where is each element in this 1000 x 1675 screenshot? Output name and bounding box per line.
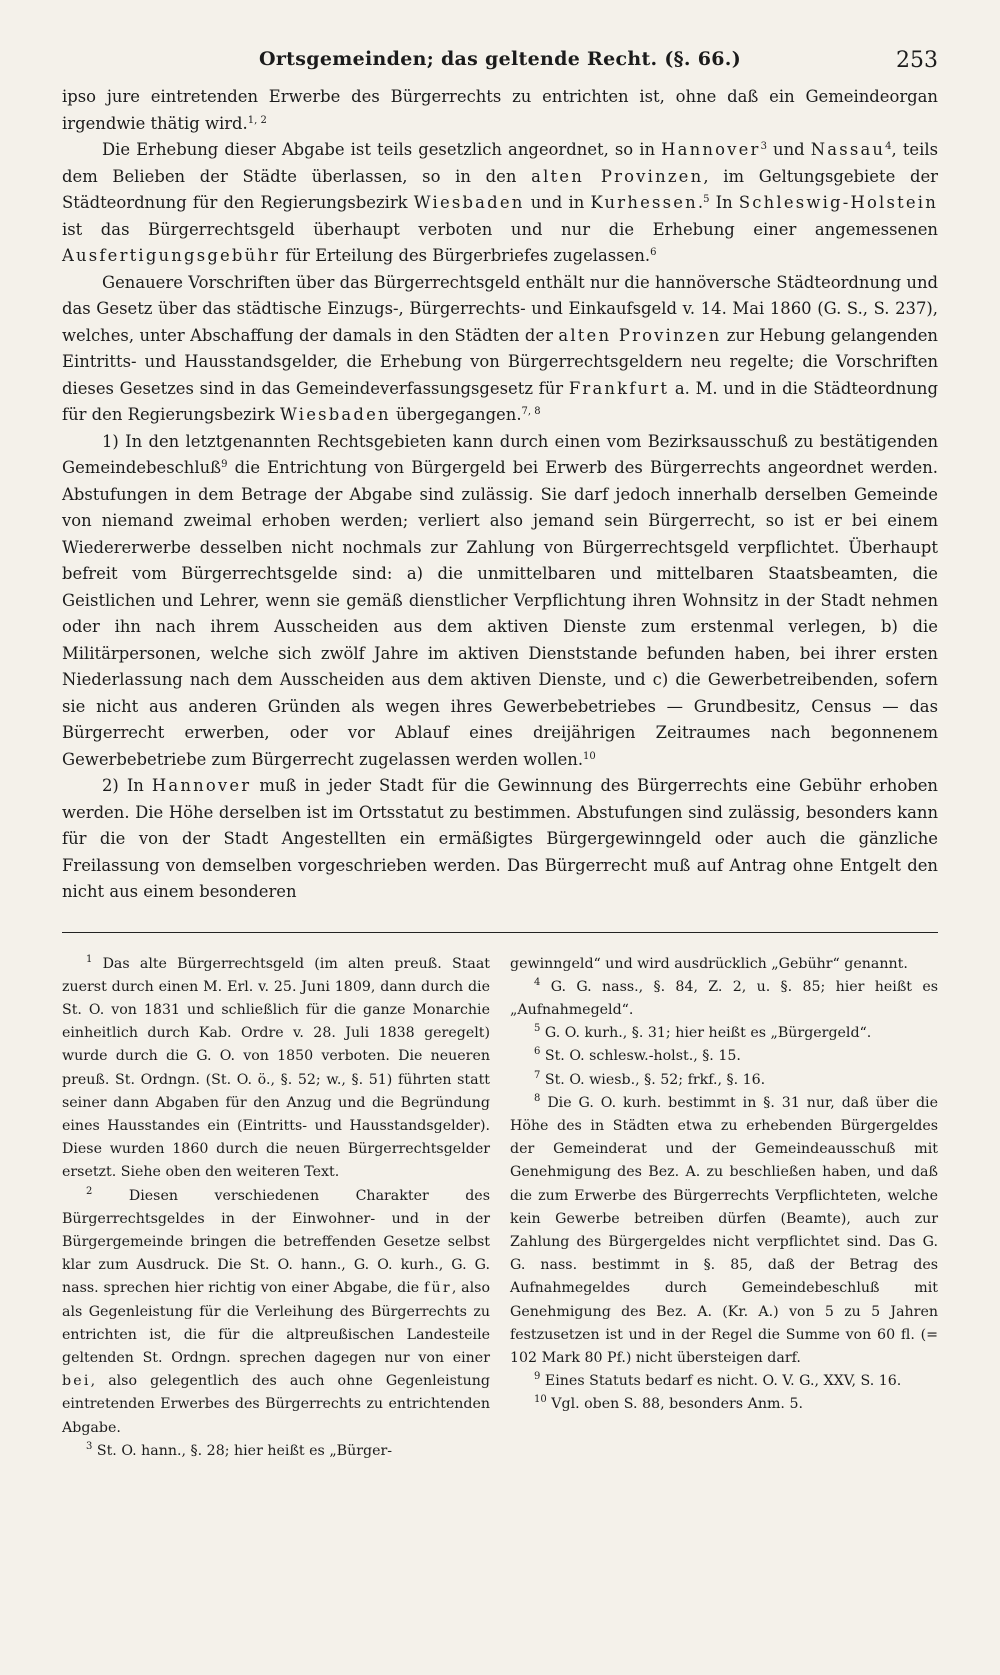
footnote-divider (62, 932, 938, 933)
footnote-text: , also gelegentlich des auch ohne Gegenleistung eintretenden Erwerbes des Bürgerrechts zu entrichtenden Abgabe. (62, 1373, 490, 1436)
emphasis-alten-provinzen: alten Provinzen (558, 325, 722, 345)
text-run: . (697, 193, 704, 212)
footnotes-left-column (62, 953, 490, 1463)
footnote-text: G. G. nass., §. 84, Z. 2, u. §. 85; hier heißt es „Aufnahmegeld“. (510, 978, 939, 1018)
footnotes (62, 953, 938, 1463)
footnote-ref: 5 (703, 194, 710, 205)
text-run: und in (530, 193, 585, 212)
text-run: und (773, 140, 805, 159)
footnote-ref: 10 (583, 750, 596, 762)
footnote-10 (510, 1393, 938, 1416)
footnote-number: 4 (534, 976, 541, 988)
emphasis-hannover: Hannover (151, 776, 252, 795)
text-run: In (715, 193, 733, 212)
footnote-number: 8 (534, 1092, 541, 1104)
footnote-ref: 9 (221, 459, 228, 470)
footnote-text: , also als Gegenleistung für die Verleihung des Bürgerrechts zu entrichten ist, die für die altpreußischen Landesteile geltenden St. Ordngn. sprechen dagegen nur von einer (62, 1280, 490, 1366)
emphasis-kurhessen: Kurhessen (590, 193, 698, 212)
emphasis-fuer: für (424, 1280, 452, 1297)
emphasis-alten-provinzen: alten Provinzen (531, 166, 704, 186)
footnote-text: Das alte Bürgerrechtsgeld (im alten preuß. Staat zuerst durch einen M. Erl. v. 25. Juni 1809, dann durch die St. O. von 1831 und schließlich für die ganze Monarchie einheitlich durch Kab. Ordre v. 28. Juli 1838 geregelt) wurde durch die G. O. von 1850 verboten. Die neueren preuß. St. Ordngn. (St. O. ö., §. 52; w., §. 51) führten statt seiner dann Abgaben für den Anzug und die Begründung eines Hausstandes ein (Eintritts- und Hausstandsgelder). Diese wurden 1860 durch die neuen Bürgerrechtsgelder ersetzt. Siehe oben den weiteren Text. (62, 955, 490, 1181)
text-run: muß in jeder Stadt für die Gewinnung des Bürgerrechts eine Gebühr erhoben werden. Die Höhe derselben ist im Ortsstatut zu bestimmen. Abstufungen sind zulässig, besonders kann für die von der Stadt Angestellten ein ermäßigtes Bürgergewinngeld oder auch die gänzliche Freilassung von demselben vorgeschrieben werden. Das Bürgerrecht muß auf Antrag ohne Entgelt den nicht aus einem besonderen (62, 776, 938, 901)
paragraph-3 (62, 270, 938, 429)
emphasis-hannover: Hannover (661, 140, 761, 159)
paragraph-1 (62, 84, 938, 137)
document-page (62, 44, 938, 1463)
emphasis-ausfertigungsgebuehr: Ausfertigungsgebühr (62, 246, 281, 265)
text-run: Die Erhebung dieser Abgabe ist teils gesetzlich angeordnet, so in (102, 140, 656, 159)
emphasis-nassau: Nassau (810, 140, 886, 159)
footnotes-right-column (510, 953, 938, 1463)
footnote-ref: 7, 8 (521, 406, 541, 417)
footnote-number: 9 (534, 1371, 541, 1383)
footnote-text: Diesen verschiedenen Charakter des Bürgerrechtsgeldes in der Einwohner- und in der Bürgergemeinde bringen die betreffenden Gesetze selbst klar zum Ausdruck. Die St. O. hann., G. O. kurh., G. G. nass. sprechen hier richtig von einer Abgabe, die (62, 1187, 490, 1297)
footnote-text: Die G. O. kurh. bestimmt in §. 31 nur, daß über die Höhe des in Städten etwa zu erhebenden Bürgergeldes der Gemeinderat und der Gemeindeausschuß mit Genehmigung des Bez. A. zu beschließen haben, und daß die zum Erwerbe des Bürgerrechts Verpflichteten, welche kein Gewerbe betreiben dürfen (Beamte), auch zur Zahlung des Bürgergeldes nicht verpflichtet sind. Das G. G. nass. bestimmt in §. 85, daß der Betrag des Aufnahmegeldes durch Gemeindebeschluß mit Genehmigung des Bez. A. (Kr. A.) von 5 zu 5 Jahren festzusetzen ist und in der Regel die Summe von 60 fl. (= 102 Mark 80 Pf.) nicht übersteigen darf. (510, 1094, 938, 1366)
text-run: a. M. und in die Städteordnung für den Regierungsbezirk (62, 378, 938, 424)
footnote-6 (510, 1045, 938, 1068)
footnote-number: 2 (86, 1185, 93, 1197)
footnote-number: 6 (534, 1046, 541, 1058)
footnote-text: Vgl. oben S. 88, besonders Anm. 5. (551, 1396, 803, 1413)
footnote-text: gewinngeld“ und wird ausdrücklich „Gebühr“ genannt. (510, 955, 908, 972)
footnote-8 (510, 1092, 938, 1370)
emphasis-wiesbaden: Wiesbaden (280, 405, 391, 424)
text-run: ist das Bürgerrechtsgeld überhaupt verboten und nur die Erhebung einer angemessenen (62, 219, 938, 239)
footnote-text: St. O. wiesb., §. 52; frkf., §. 16. (544, 1071, 766, 1088)
text-run: für Erteilung des Bürgerbriefes zugelassen. (285, 246, 651, 265)
footnote-3-continuation (510, 953, 938, 976)
footnote-number: 5 (534, 1023, 541, 1035)
paragraph-4 (62, 429, 938, 774)
footnote-5 (510, 1022, 938, 1045)
footnote-ref: 6 (650, 247, 657, 258)
text-run: 2) In (102, 776, 144, 795)
footnote-number: 7 (534, 1069, 541, 1081)
footnote-text: Eines Statuts bedarf es nicht. O. V. G., XXV, S. 16. (544, 1373, 902, 1390)
footnote-7 (510, 1069, 938, 1092)
footnote-number: 10 (534, 1394, 547, 1406)
footnote-ref: 1, 2 (247, 114, 267, 126)
text-run: übergegangen. (395, 405, 522, 424)
footnote-number: 1 (86, 953, 93, 965)
footnote-1 (62, 953, 490, 1185)
text-run: zur Hebung gelangenden Eintritts- und Hausstandsgelder, die Erhebung von Bürgerrechtsgeldern neu regelte; die Vorschriften dieses Gesetzes sind in das Gemeindeverfassungsgesetz für (62, 325, 938, 398)
emphasis-wiesbaden: Wiesbaden (413, 193, 525, 212)
footnote-text: St. O. schlesw.-holst., §. 15. (544, 1048, 741, 1065)
footnote-text: St. O. hann., §. 28; hier heißt es „Bürger- (96, 1442, 393, 1459)
footnote-4 (510, 976, 938, 1022)
footnote-number: 3 (86, 1440, 93, 1452)
page-number: 253 (896, 48, 938, 73)
footnote-3 (62, 1440, 490, 1463)
running-title: Ortsgemeinden; das geltende Recht. (§. 66.) (259, 48, 741, 70)
paragraph-5 (62, 773, 938, 906)
emphasis-frankfurt: Frankfurt (568, 378, 670, 398)
footnote-ref: 3 (760, 141, 767, 152)
text-run: , teils dem Belieben der Städte überlassen, so in den (62, 140, 939, 186)
emphasis-schleswig-holstein: Schleswig-Holstein (738, 193, 938, 212)
main-text (62, 84, 938, 906)
emphasis-bei: bei (62, 1373, 91, 1390)
page-header (62, 44, 938, 84)
footnote-text: G. O. kurh., §. 31; hier heißt es „Bürgergeld“. (544, 1025, 872, 1042)
footnote-9 (510, 1370, 938, 1393)
text-run: , im Geltungsgebiete der Städteordnung für den Regierungsbezirk (62, 166, 938, 212)
text-run: 1) In den letztgenannten Rechtsgebieten kann durch einen vom Bezirksausschuß zu bestätigenden Gemeindebeschluß (62, 431, 938, 477)
footnote-2 (62, 1185, 490, 1440)
footnote-ref: 4 (885, 141, 892, 152)
paragraph-2 (62, 137, 938, 270)
paragraph-text: ipso jure eintretenden Erwerbe des Bürgerrechts zu entrichten ist, ohne daß ein Gemeindeorgan irgendwie thätig wird. (62, 87, 938, 133)
text-run: Genauere Vorschriften über das Bürgerrechtsgeld enthält nur die hannöversche Städteordnung und das Gesetz über das städtische Einzugs-, Bürgerrechts- und Einkaufsgeld v. 14. Mai 1860 (G. S., S. 237), welches, unter Abschaffung der damals in den Städten der (62, 272, 938, 345)
text-run: die Entrichtung von Bürgergeld bei Erwerb des Bürgerrechts angeordnet werden. Abstufungen in dem Betrage der Abgabe sind zulässig. Sie darf jedoch innerhalb derselben Gemeinde von niemand zweimal erhoben werden; verliert also jemand sein Bürgerrecht, so ist er bei einem Wiedererwerbe desselben nicht nochmals zur Zahlung von Bürgerrechtsgeld verpflichtet. Überhaupt befreit vom Bürgerrechtsgelde sind: a) die unmittelbaren und mittelbaren Staatsbeamten, die Geistlichen und Lehrer, wenn sie gemäß dienstlicher Verpflichtung ihren Wohnsitz in der Stadt nehmen oder ihn nach ihrem Ausscheiden aus dem aktiven Dienste zum erstenmal verlegen, b) die Militärpersonen, welche sich zwölf Jahre im aktiven Dienststande befunden haben, bei ihrer ersten Niederlassung nach dem Ausscheiden aus dem aktiven Dienste, und c) die Gewerbetreibenden, sofern sie nicht aus anderen Gründen als wegen ihres Gewerbebetriebes — Grundbesitz, Census — das Bürgerrecht erwerben, oder vor Ablauf eines dreijährigen Zeitraumes nach begonnenem Gewerbebetriebe zum Bürgerrecht zugelassen werden wollen. (62, 458, 938, 769)
